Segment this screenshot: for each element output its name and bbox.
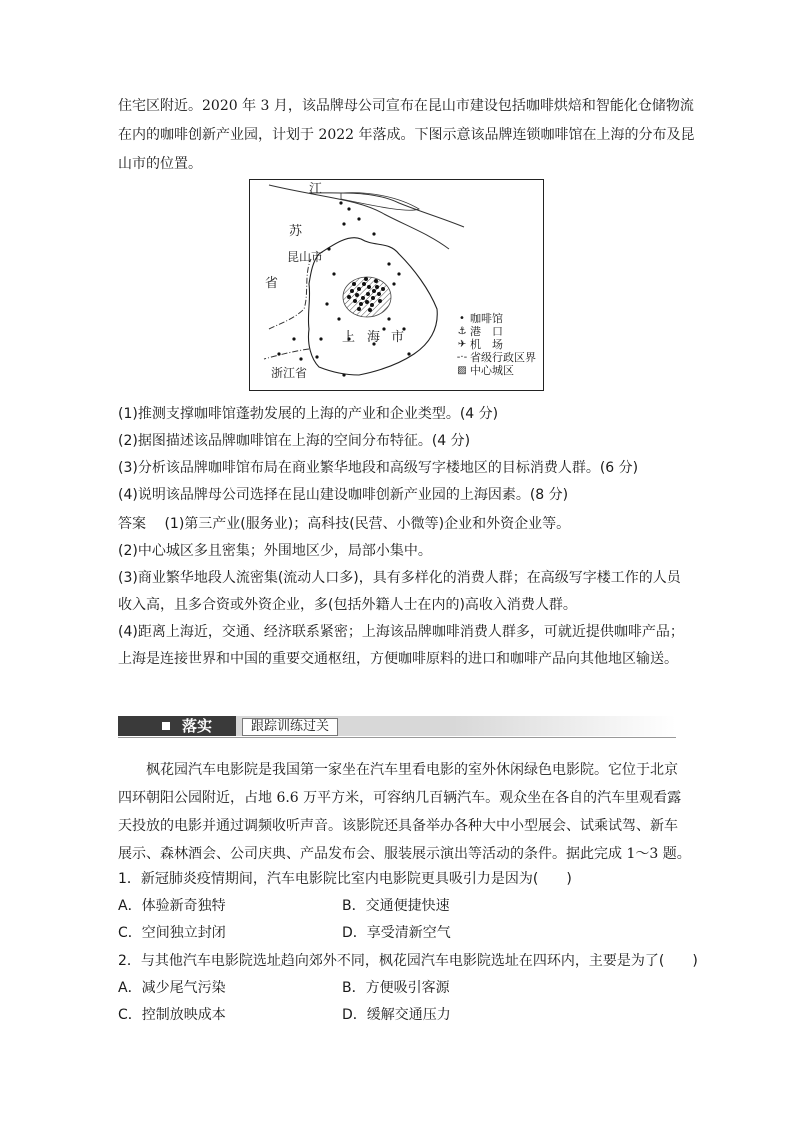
answer-3-line-2: 收入高，且多合资或外资企业，多(包括外籍人士在内的)高收入消费人群。: [118, 597, 577, 613]
legend-item-port: ⚓ 港 口: [454, 325, 554, 338]
legend-item-cafe: • 咖啡馆: [454, 312, 554, 325]
section-banner: [118, 716, 676, 736]
square-bullet-icon: [162, 722, 170, 730]
mc2-option-b[interactable]: B．方便吸引客源: [342, 980, 450, 996]
mc1-option-a[interactable]: A．体验新奇独特: [118, 898, 226, 914]
intro-line-3: 山市的位置。: [118, 156, 202, 172]
passage-line-3: 天投放的电影并通过调频收听声音。该影院还具备举办各种大中小型展会、试乘试驾、新车: [118, 818, 678, 834]
cafe-dot-icon: •: [459, 313, 465, 324]
mc2-option-a[interactable]: A．减少尾气污染: [118, 980, 226, 996]
answer-label: 答案: [118, 516, 146, 532]
map-label-su: 苏: [289, 224, 303, 239]
map-label-zhejiang: 浙江省: [271, 366, 308, 380]
answer-4-line-2: 上海是连接世界和中国的重要交通枢纽，方便咖啡原料的进口和咖啡产品向其他地区输送。: [118, 651, 678, 667]
legend-item-boundary: -·- 省级行政区界: [454, 351, 554, 364]
map-label-shi: 市: [391, 330, 405, 345]
mc2-option-d[interactable]: D．缓解交通压力: [342, 1007, 451, 1023]
answer-1: 答案 (1)第三产业(服务业)；高科技(民营、小微等)企业和外资企业等。: [118, 516, 571, 532]
question-2: (2)据图描述该品牌咖啡馆在上海的空间分布特征。(4 分): [118, 433, 471, 449]
legend-item-central: ▨ 中心城区: [454, 364, 554, 377]
answer-2: (2)中心城区多且密集；外围地区少，局部小集中。: [118, 543, 432, 559]
map-legend: [454, 312, 554, 377]
question-3: (3)分析该品牌咖啡馆布局在商业繁华地段和高级写字楼地区的目标消费人群。(6 分): [118, 460, 639, 476]
mc-question-2: 2．与其他汽车电影院选址趋向郊外不同，枫花园汽车电影院选址在四环内，主要是为了( ): [118, 953, 698, 969]
question-1: (1)推测支撑咖啡馆蓬勃发展的上海的产业和企业类型。(4 分): [118, 406, 499, 422]
mc1-option-b[interactable]: B．交通便捷快速: [342, 898, 450, 914]
mc-question-1: 1．新冠肺炎疫情期间，汽车电影院比室内电影院更具吸引力是因为( ): [118, 871, 572, 887]
legend-item-airport: ✈ 机 场: [454, 338, 554, 351]
mc1-option-d[interactable]: D．享受清新空气: [342, 925, 451, 941]
question-4: (4)说明该品牌母公司选择在昆山建设咖啡创新产业园的上海因素。(8 分): [118, 487, 569, 503]
map-label-hai: 海: [367, 330, 381, 345]
map-label-sheng: 省: [265, 276, 279, 291]
hatch-area-icon: ▨: [457, 365, 467, 376]
anchor-icon: ⚓: [457, 326, 467, 337]
banner-subtitle: 跟踪训练过关: [242, 718, 338, 736]
passage-line-2: 四环朝阳公园附近，占地 6.6 万平方米，可容纳几百辆汽车。观众坐在各自的汽车里观看露: [118, 790, 682, 806]
mc1-option-c[interactable]: C．空间独立封闭: [118, 925, 226, 941]
map-label-shang: 上: [342, 330, 356, 345]
banner-title: 落实: [182, 717, 213, 735]
passage-line-1: 枫花园汽车电影院是我国第一家坐在汽车里看电影的室外休闲绿色电影院。它位于北京: [146, 762, 678, 778]
map-label-kunshan: 昆山市: [287, 250, 324, 264]
map-label-jiang: 江: [309, 182, 323, 197]
boundary-line-icon: -·-: [456, 352, 468, 363]
intro-line-2: 在内的咖啡创新产业园，计划于 2022 年落成。下图示意该品牌连锁咖啡馆在上海的分布及昆: [118, 127, 695, 143]
answer-3-line-1: (3)商业繁华地段人流密集(流动人口多)，具有多样化的消费人群；在高级写字楼工作的人员: [118, 570, 681, 586]
intro-line-1: 住宅区附近。2020 年 3 月，该品牌母公司宣布在昆山市建设包括咖啡烘焙和智能化仓储物流: [118, 98, 694, 114]
mc2-option-c[interactable]: C．控制放映成本: [118, 1007, 226, 1023]
passage-line-4: 展示、森林酒会、公司庆典、产品发布会、服装展示演出等活动的条件。据此完成 1～3 题。: [118, 846, 691, 862]
airplane-icon: ✈: [457, 339, 467, 350]
answer-4-line-1: (4)距离上海近，交通、经济联系紧密；上海该品牌咖啡消费人群多，可就近提供咖啡产品；: [118, 624, 684, 640]
